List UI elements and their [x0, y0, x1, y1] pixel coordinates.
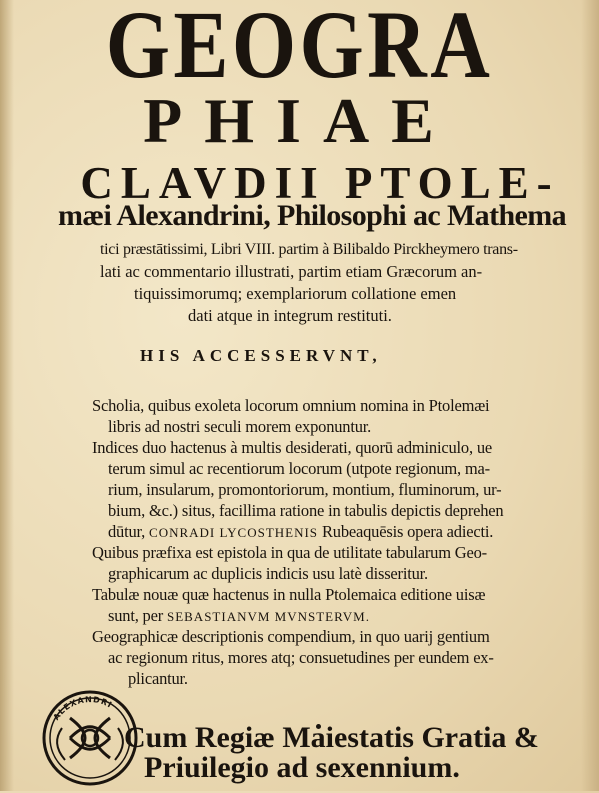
intro-line: lati ac commentario illustrati, partim etiam Græcorum an- [100, 262, 483, 281]
svg-text:ALEXANDRI [52, 695, 114, 722]
author-name: CONRADI LYCOSTHENIS [149, 525, 319, 540]
title-line-2: PHIAE [143, 85, 456, 156]
item-line-with-name [108, 607, 370, 626]
item-line: Geographicæ descriptionis compendium, in quo uarij gentium [92, 627, 490, 646]
intro-line: dati atque in integrum restituti. [188, 306, 392, 325]
item-line: bium, &c.) situs, facillima ratione in tabulis depictis deprehen [108, 501, 504, 520]
item-line: rium, insularum, promontoriorum, montium, fluminorum, ur- [108, 480, 502, 499]
item-line: graphicarum ac duplicis indicis usu latè disseritur. [108, 564, 428, 583]
item-line: terum simul ac recentiorum locorum (utpote regionum, ma- [108, 459, 490, 478]
item-text: sunt, per [108, 606, 164, 625]
author-name: SEBASTIANVM MVNSTERVM. [166, 609, 370, 624]
library-stamp-icon [40, 688, 140, 788]
item-line: libris ad nostri seculi morem exponuntur. [108, 417, 372, 436]
intro-line: tiquissimorumq; exemplariorum collatione emen [134, 284, 457, 303]
item-text: Rubeaquēsis opera adiecti. [321, 522, 494, 541]
intro-line: tici præstātissimi, Libri VIII. partim à Bilibaldo Pirckheymero trans- [100, 241, 518, 258]
section-heading: HIS ACCESSERVNT, [140, 346, 382, 365]
item-line: plicantur. [128, 669, 188, 688]
privilege-line-1: Cum Regiæ Maiestatis Gratia & [124, 721, 539, 754]
stamp-text: ALEXANDRI [51, 695, 114, 722]
title-line-3: CLAVDII PTOLE- [80, 158, 560, 208]
item-line: Quibus præfixa est epistola in qua de utilitate tabularum Geo- [92, 543, 487, 562]
item-line: Indices duo hactenus à multis desiderati, quorū adminiculo, ue [92, 438, 492, 457]
item-line: ac regionum ritus, mores atq; consuetudines per eundem ex- [108, 648, 494, 667]
item-line: Tabulæ nouæ quæ hactenus in nulla Ptolemaica editione uisæ [92, 585, 486, 604]
title-line-4: mæi Alexandrini, Philosophi ac Mathema [58, 199, 567, 232]
item-line: Scholia, quibus exoleta locorum omnium nomina in Ptolemæi [92, 396, 490, 415]
title-line-1: GEOGRA [105, 0, 494, 98]
item-text: dūtur, [108, 522, 146, 541]
item-line-with-name [108, 523, 493, 542]
privilege-line-2: Priuilegio ad sexennium. [144, 751, 460, 784]
